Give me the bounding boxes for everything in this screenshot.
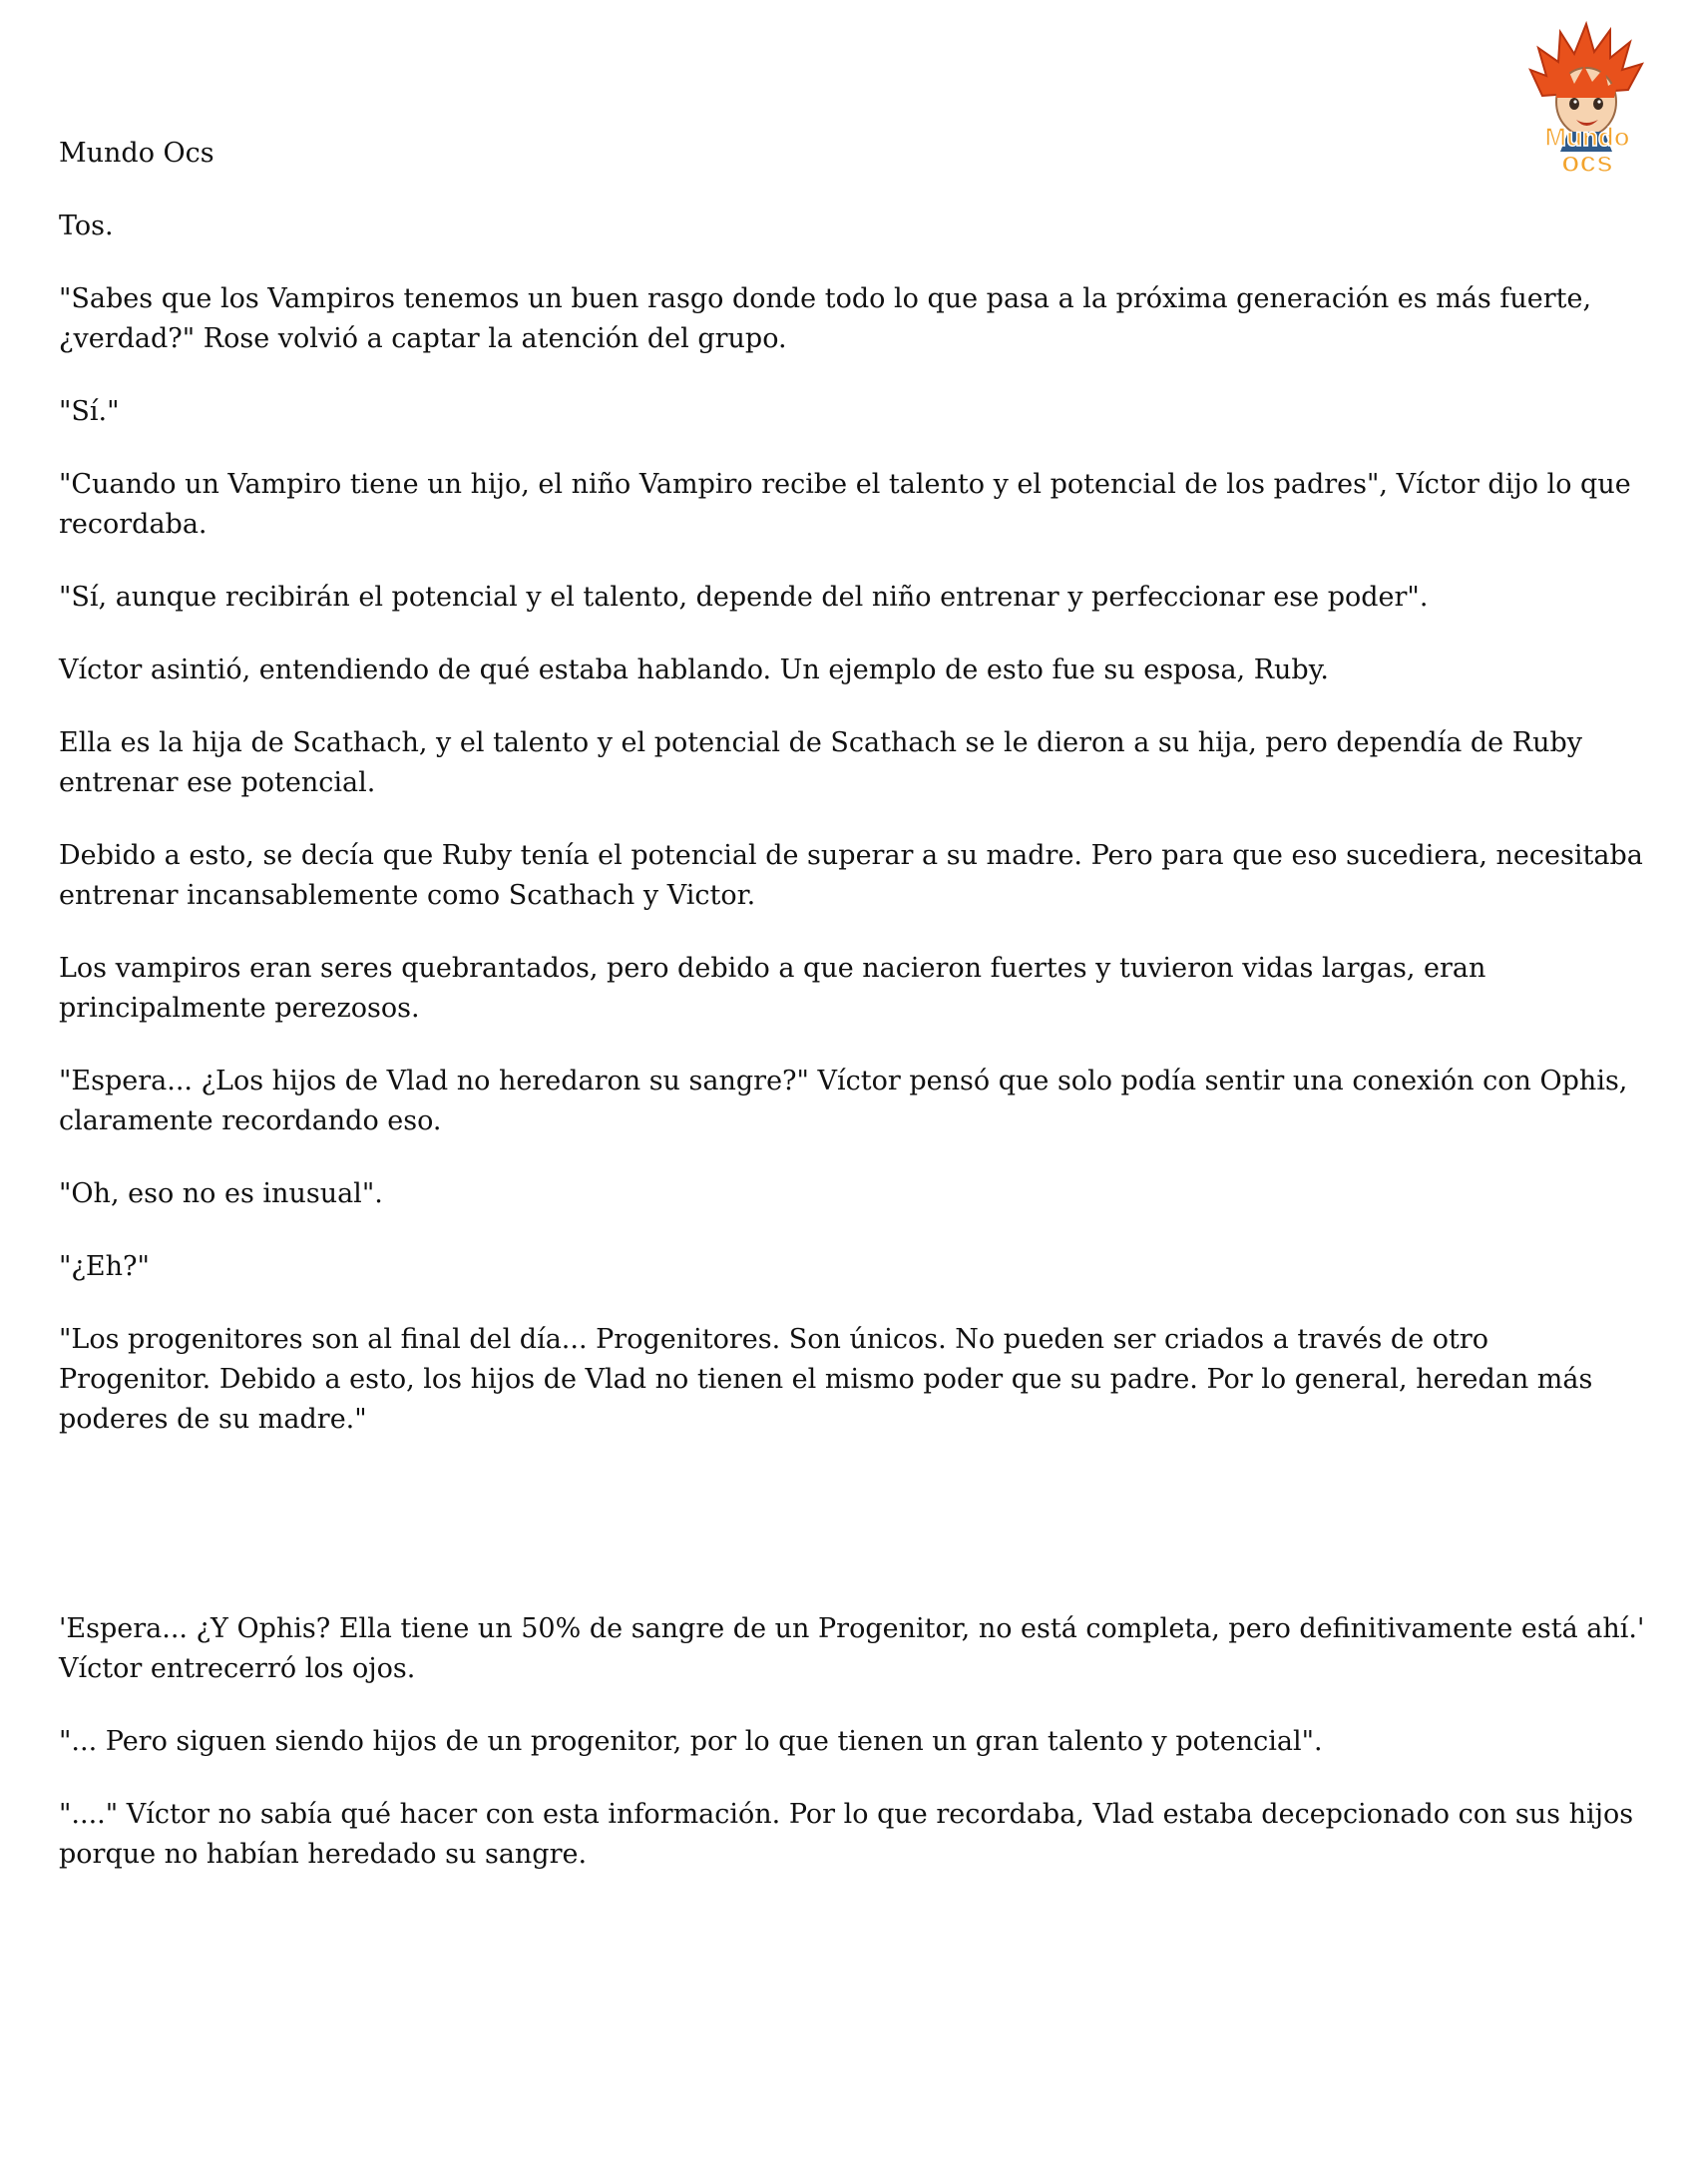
paragraph: "Espera... ¿Los hijos de Vlad no heredaron su sangre?" Víctor pensó que solo podía sentir una conexión con Ophis, claramente recordando eso.: [59, 1066, 1628, 1136]
paragraph: "Sabes que los Vampiros tenemos un buen rasgo donde todo lo que pasa a la próxima generación es más fuerte, ¿verdad?" Rose volvió a captar la atención del grupo.: [59, 283, 1592, 354]
paragraph: "¿Eh?": [59, 1251, 150, 1282]
paragraph: "Sí.": [59, 396, 120, 427]
header-title: Mundo Ocs: [59, 138, 214, 169]
paragraph: Debido a esto, se decía que Ruby tenía el potencial de superar a su madre. Pero para que eso sucediera, necesitaba entrenar incansablemente como Scathach y Victor.: [59, 840, 1643, 911]
paragraph: "... Pero siguen siendo hijos de un progenitor, por lo que tienen un gran talento y potencial".: [59, 1726, 1323, 1757]
paragraph: Víctor asintió, entendiendo de qué estaba hablando. Un ejemplo de esto fue su esposa, Ruby.: [59, 655, 1329, 685]
paragraph: "Cuando un Vampiro tiene un hijo, el niño Vampiro recibe el talento y el potencial de los padres", Víctor dijo lo que recordaba.: [59, 469, 1631, 540]
paragraph: Los vampiros eran seres quebrantados, pero debido a que nacieron fuertes y tuvieron vidas largas, eran principalmente perezosos.: [59, 953, 1486, 1024]
paragraph: "...." Víctor no sabía qué hacer con esta información. Por lo que recordaba, Vlad estaba decepcionado con sus hijos porque no habían heredado su sangre.: [59, 1799, 1634, 1870]
paragraph: "Sí, aunque recibirán el potencial y el talento, depende del niño entrenar y perfeccionar ese poder".: [59, 582, 1429, 613]
paragraph: 'Espera... ¿Y Ophis? Ella tiene un 50% de sangre de un Progenitor, no está completa, pero definitivamente está ahí.' Víctor entrecerró los ojos.: [59, 1613, 1645, 1684]
paragraph: Tos.: [59, 211, 114, 241]
svg-text:ocs: ocs: [1561, 146, 1613, 178]
paragraph: "Los progenitores son al final del día... Progenitores. Son únicos. No pueden ser criados a través de otro Progenitor. Debido a esto, los hijos de Vlad no tienen el mismo poder que su padre. Por lo general, heredan más poderes de su madre.": [59, 1324, 1593, 1435]
document-body: [59, 134, 1645, 1908]
svg-text:Mundo: Mundo: [1544, 122, 1630, 152]
paragraph: Ella es la hija de Scathach, y el talento y el potencial de Scathach se le dieron a su hija, pero dependía de Ruby entrenar ese potencial.: [59, 727, 1582, 798]
paragraph: "Oh, eso no es inusual".: [59, 1178, 383, 1209]
